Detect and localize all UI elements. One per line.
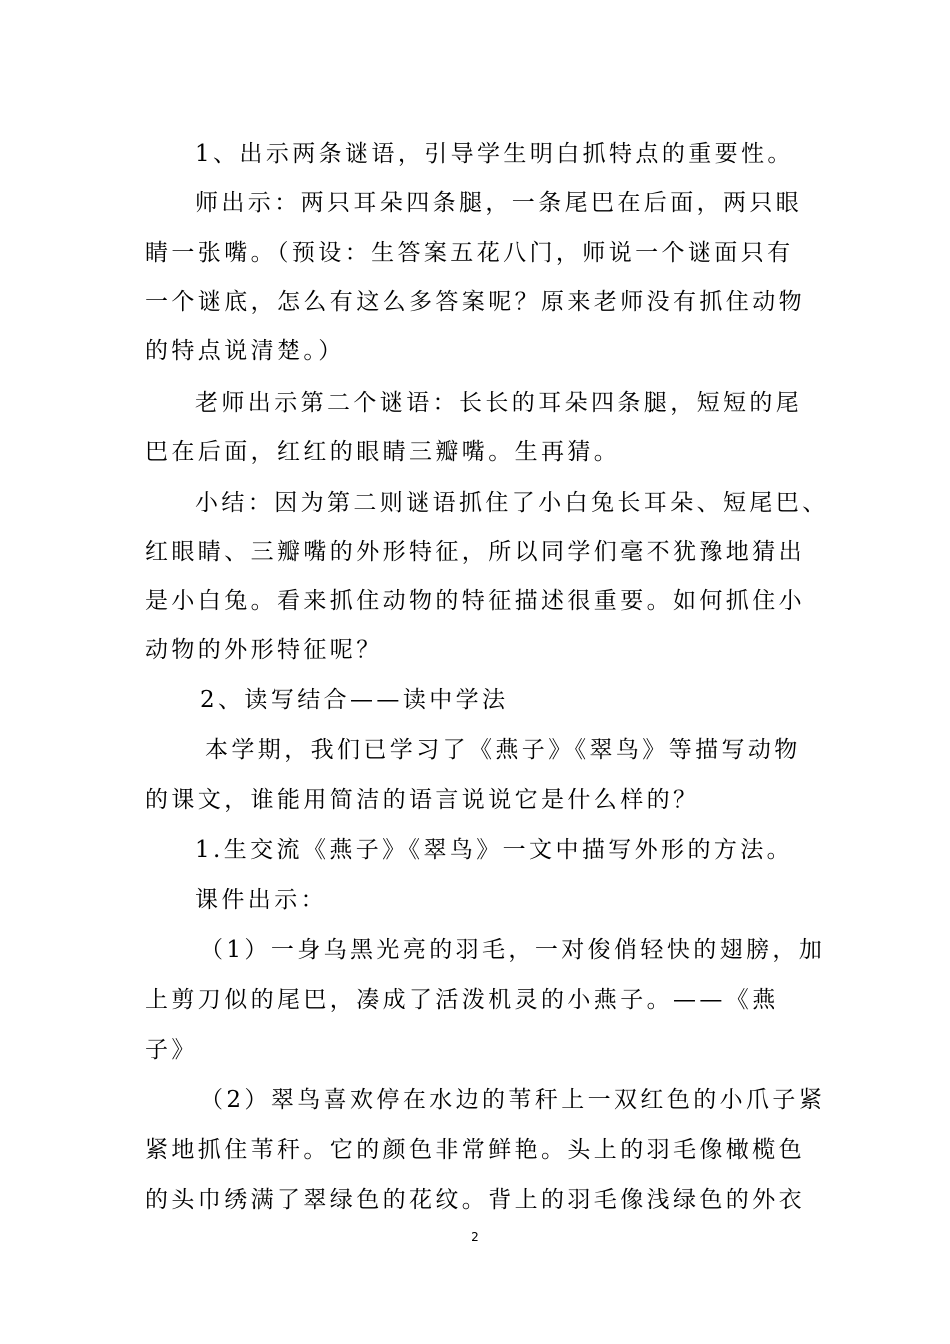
paragraph-line: 的特点说清楚。） bbox=[145, 338, 345, 364]
paragraph-line: 紧地抓住苇秆。它的颜色非常鲜艳。头上的羽毛像橄榄色 bbox=[145, 1137, 805, 1163]
paragraph-line: 老师出示第二个谜语：长长的耳朵四条腿，短短的尾 bbox=[195, 390, 803, 416]
paragraph-line: 红眼睛、三瓣嘴的外形特征，所以同学们毫不犹豫地猜出 bbox=[145, 539, 805, 565]
paragraph-line: 1.生交流《燕子》《翠鸟》一文中描写外形的方法。 bbox=[195, 837, 794, 863]
paragraph-line: 1、出示两条谜语，引导学生明白抓特点的重要性。 bbox=[195, 141, 794, 167]
paragraph-line: 上剪刀似的尾巴，凑成了活泼机灵的小燕子。——《燕 bbox=[145, 987, 779, 1013]
paragraph-line: 本学期，我们已学习了《燕子》《翠鸟》等描写动物 bbox=[205, 737, 801, 763]
paragraph-line: 睛一张嘴。（预设：生答案五花八门，师说一个谜面只有 bbox=[145, 240, 794, 266]
paragraph-line: （2）翠鸟喜欢停在水边的苇秆上一双红色的小爪子紧 bbox=[200, 1087, 826, 1113]
paragraph-line: 是小白兔。看来抓住动物的特征描述很重要。如何抓住小 bbox=[145, 588, 805, 614]
page-number: 2 bbox=[471, 1230, 479, 1244]
paragraph-line: 一个谜底，怎么有这么多答案呢？原来老师没有抓住动物 bbox=[145, 289, 805, 315]
paragraph-line: （1）一身乌黑光亮的羽毛，一对俊俏轻快的翅膀，加 bbox=[200, 937, 826, 963]
section-heading: 2、读写结合——读中学法 bbox=[200, 687, 509, 713]
paragraph-line: 巴在后面，红红的眼睛三瓣嘴。生再猜。 bbox=[145, 439, 621, 465]
paragraph-line: 动物的外形特征呢？ bbox=[145, 637, 383, 663]
paragraph-line: 师出示：两只耳朵四条腿，一条尾巴在后面，两只眼 bbox=[195, 190, 803, 216]
paragraph-line: 的头巾绣满了翠绿色的花纹。背上的羽毛像浅绿色的外衣 bbox=[145, 1187, 805, 1213]
paragraph-line: 小结：因为第二则谜语抓住了小白兔长耳朵、短尾巴、 bbox=[195, 490, 829, 516]
paragraph-line: 子》 bbox=[145, 1037, 198, 1063]
paragraph-line: 的课文，谁能用简洁的语言说说它是什么样的？ bbox=[145, 787, 700, 813]
paragraph-line: 课件出示： bbox=[195, 887, 327, 913]
